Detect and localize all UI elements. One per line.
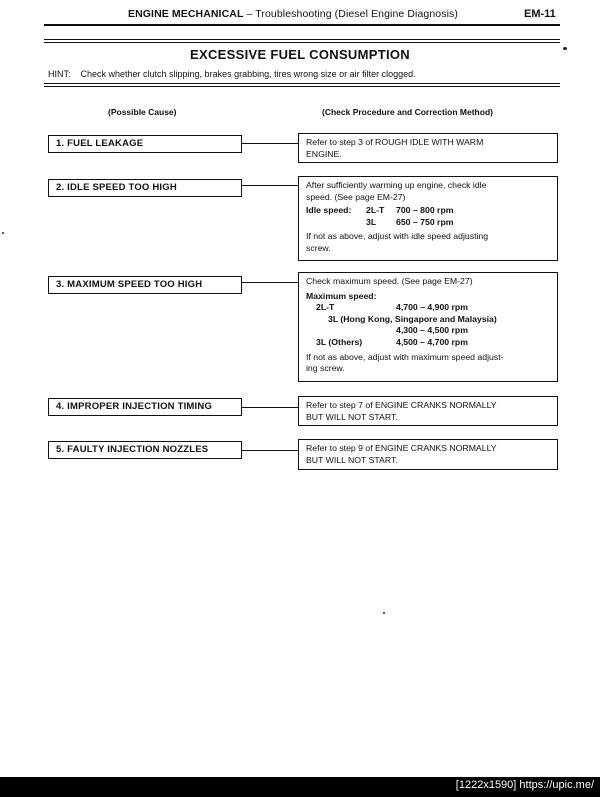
header-title [128, 8, 458, 20]
hint-label: HINT: [48, 69, 71, 79]
hint [48, 69, 416, 79]
procedure-5-line-2: BUT WILL NOT START. [306, 454, 398, 465]
idle-spec-label: Idle speed: [306, 205, 352, 216]
margin-mark [563, 47, 567, 50]
procedure-1-line-2: ENGINE. [306, 148, 342, 159]
procedure-box-4 [298, 396, 558, 426]
procedure-box-5 [298, 439, 558, 470]
cause-box-2: 2. IDLE SPEED TOO HIGH [48, 179, 242, 197]
procedure-4-line-2: BUT WILL NOT START. [306, 411, 398, 422]
procedure-3-intro-1: Check maximum speed. (See page EM-27) [306, 276, 473, 286]
max-spec-model-3: 3L (Others) [316, 336, 363, 347]
max-spec-model-1: 2L-T [316, 302, 335, 313]
procedure-3-outro-2: ing screw. [306, 363, 345, 374]
title-rule-bottom-2 [44, 86, 560, 87]
cause-box-3: 3. MAXIMUM SPEED TOO HIGH [48, 276, 242, 294]
cause-box-1: 1. FUEL LEAKAGE [48, 135, 242, 153]
connector-1 [242, 143, 298, 144]
connector-2 [242, 185, 298, 186]
title-rule-top [44, 39, 560, 40]
speck-left [2, 232, 4, 234]
idle-spec-model-2: 3L [366, 216, 377, 227]
idle-spec-model-1: 2L-T [366, 205, 385, 216]
watermark-tag: [1222x1590] https://upic.me/ [455, 779, 594, 791]
cause-box-5: 5. FAULTY INJECTION NOZZLES [48, 441, 242, 459]
page-number: EM-11 [524, 8, 556, 20]
header-rule [44, 24, 560, 26]
idle-spec-value-1: 700 – 800 rpm [396, 205, 454, 216]
hint-text: Check whether clutch slipping, brakes grabbing, tires wrong size or air filter clogged. [80, 69, 416, 79]
max-spec-row-3 [306, 337, 551, 349]
page-title: EXCESSIVE FUEL CONSUMPTION [190, 47, 410, 62]
title-rule-bottom [44, 83, 560, 84]
procedure-box-1 [298, 133, 558, 163]
idle-spec-value-2: 650 – 750 rpm [396, 216, 454, 227]
max-spec-value-2: 4,300 – 4,500 rpm [396, 325, 468, 336]
title-rule-top-2 [44, 42, 560, 43]
header-subtitle: – Troubleshooting (Diesel Engine Diagnosis) [243, 8, 458, 20]
column-cause-header: (Possible Cause) [108, 107, 177, 117]
procedure-2-intro-2: speed. (See page EM-27) [306, 191, 406, 202]
connector-4 [242, 407, 298, 408]
max-spec-value-3: 4,500 – 4,700 rpm [396, 336, 468, 347]
procedure-2-outro-1: If not as above, adjust with idle speed adjusting [306, 231, 489, 242]
max-spec-row-2 [306, 314, 551, 326]
cause-box-4: 4. IMPROPER INJECTION TIMING [48, 398, 242, 416]
procedure-1-line-1: Refer to step 3 of ROUGH IDLE WITH WARM [306, 137, 484, 147]
connector-3 [242, 282, 298, 283]
max-spec-row-2b [306, 325, 551, 337]
max-spec-label: Maximum speed: [306, 290, 377, 301]
speck [383, 612, 385, 614]
column-procedure-header: (Check Procedure and Correction Method) [322, 107, 493, 117]
procedure-box-3 [298, 272, 558, 382]
procedure-box-2 [298, 176, 558, 261]
max-spec-row-1 [306, 302, 551, 314]
idle-spec-row-1 [306, 205, 551, 217]
procedure-2-intro-1: After sufficiently warming up engine, check idle [306, 180, 487, 190]
procedure-4-line-1: Refer to step 7 of ENGINE CRANKS NORMALLY [306, 400, 497, 410]
header-section: ENGINE MECHANICAL [128, 8, 244, 20]
procedure-3-outro-1: If not as above, adjust with maximum speed adjust- [306, 351, 504, 362]
idle-spec-row-2 [306, 217, 551, 229]
procedure-2-outro-2: screw. [306, 242, 331, 253]
max-spec-value-1: 4,700 – 4,900 rpm [396, 302, 468, 313]
procedure-5-line-1: Refer to step 9 of ENGINE CRANKS NORMALLY [306, 443, 497, 453]
connector-5 [242, 450, 298, 451]
max-spec-model-2: 3L (Hong Kong, Singapore and Malaysia) [328, 313, 497, 324]
